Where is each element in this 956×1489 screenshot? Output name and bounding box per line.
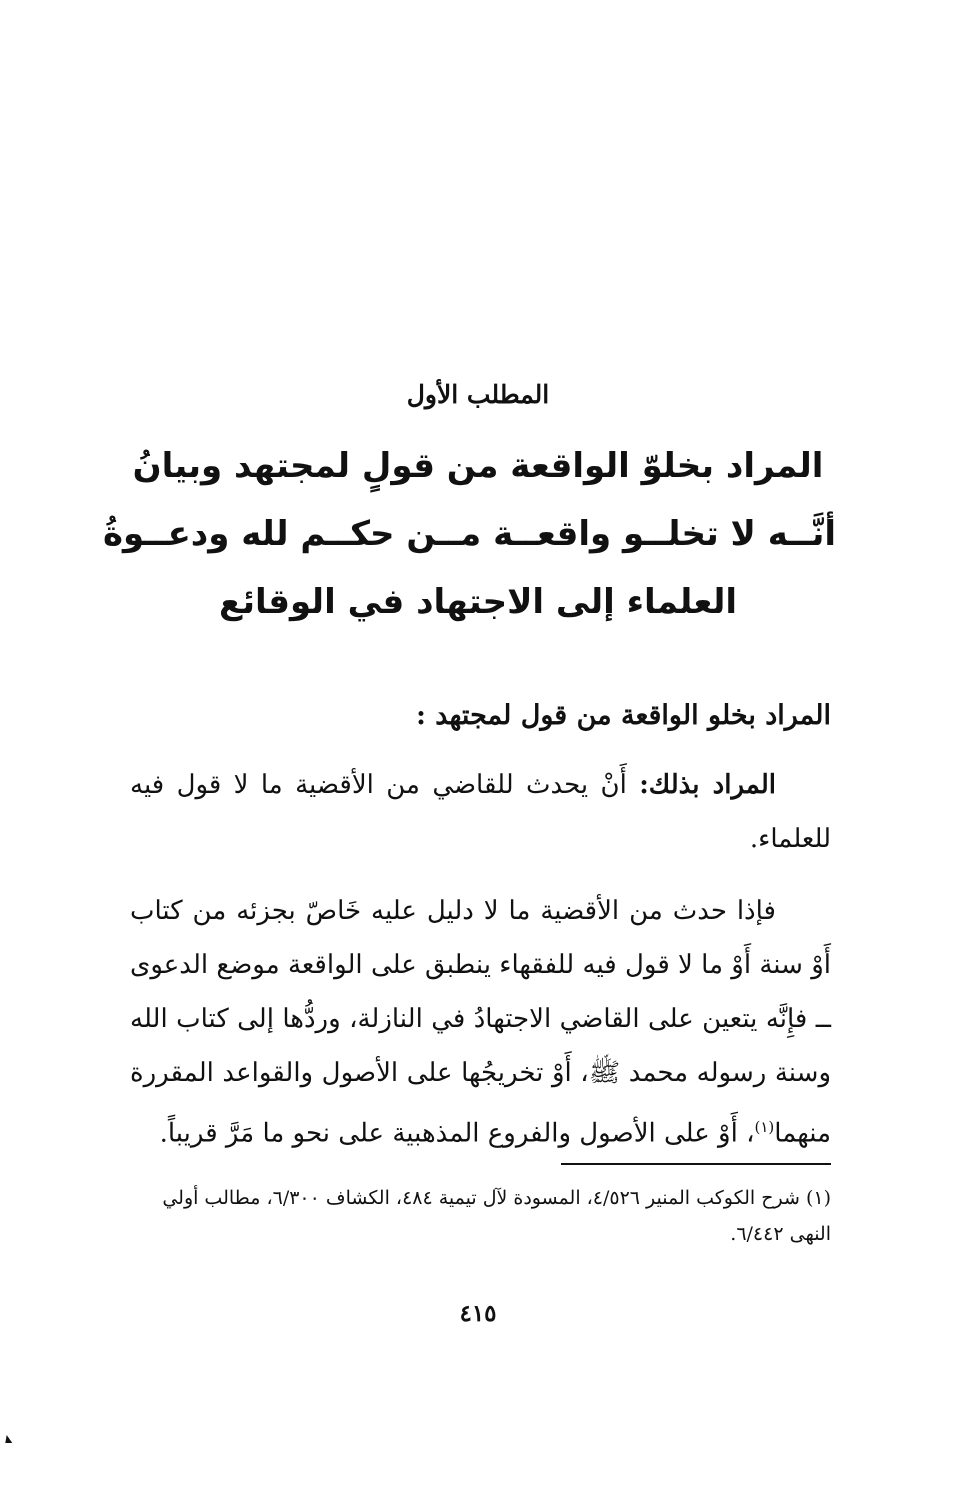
footnote-marker: (١) [805,1187,831,1209]
paragraph-1-text: أَنْ يحدث للقاضي من الأقضية ما لا قول فيه للعلماء. [130,770,831,854]
paragraph-1-lead: المراد بذلك: [639,770,776,800]
footnote-divider [561,1163,831,1165]
paragraph-2-text-end: ، أَوْ على الأصول والفروع المذهبية على نحو ما مَرَّ قريباً. [159,1118,755,1149]
chapter-title-line-3: العلماء إلى الاجتهاد في الوقائع [218,582,738,622]
footnote [120,1180,831,1252]
chapter-title-line-1: المراد بخلوّ الواقعة من قولٍ لمجتهد وبيانُ [132,446,824,486]
footnote-text: شرح الكوكب المنير ٤/٥٢٦، المسودة لآل تيمية ٤٨٤، الكشاف ٦/٣٠٠، مطالب أولي النهى ٦/٤٤٢. [162,1187,831,1245]
page-number: ٤١٥ [459,1300,497,1327]
corner-mark-icon [5,1435,13,1443]
paragraph-1 [130,758,831,866]
paragraph-2-text: فإذا حدث من الأقضية ما لا دليل عليه خَاصّ بجزئه من كتاب أَوْ سنة أَوْ ما لا قول فيه للفقهاء ينطبق على الواقعة موضع الدعوى ــ فإِنَّه يتعين على القاضي الاجتهادُ في النازلة، وردُّها إلى كتاب الله وسنة رسوله محمد ﷺ، أَوْ تخريجُها على الأصول والقواعد المقررة منهما [130,896,831,1149]
chapter-title-line-2: أنَّــه لا تخلــو واقعــة مــن حكــم لله ودعــوةُ [102,514,836,554]
section-label: المطلب الأول [406,380,550,409]
subheading: المراد بخلو الواقعة من قول لمجتهد : [415,700,831,731]
footnote-reference: (١) [754,1118,775,1136]
paragraph-2 [130,884,831,1161]
chapter-title [102,432,836,636]
